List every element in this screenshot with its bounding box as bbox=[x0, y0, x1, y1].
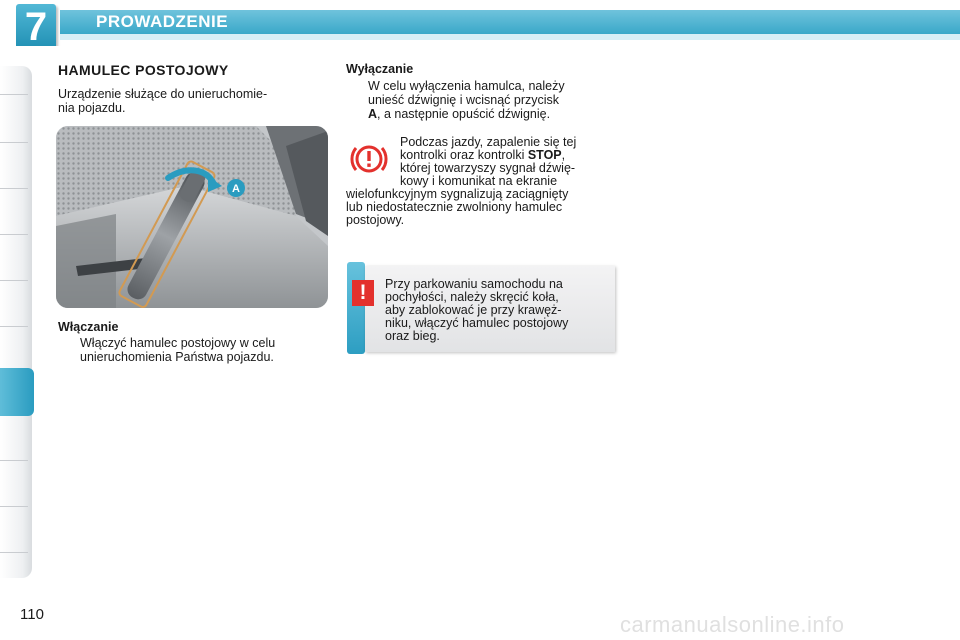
chapter-tab-active[interactable] bbox=[0, 368, 34, 416]
page-number: 110 bbox=[20, 606, 44, 623]
callout-a: A bbox=[232, 183, 240, 195]
note-line: oraz bieg. bbox=[385, 329, 440, 343]
warning-text-full bbox=[346, 188, 616, 227]
warning-line: Podczas jazdy, zapalenie się tej bbox=[400, 135, 577, 149]
warning-line: kowy i komunikat na ekranie bbox=[400, 174, 558, 188]
release-line: W celu wyłączenia hamulca, należy bbox=[368, 79, 565, 93]
brake-warning-icon bbox=[349, 139, 389, 179]
warning-line: której towarzyszy sygnał dźwię- bbox=[400, 161, 576, 175]
exclamation-icon: ! bbox=[352, 280, 374, 306]
engage-line: unieruchomienia Państwa pojazdu. bbox=[80, 350, 274, 364]
chapter-header bbox=[0, 0, 960, 46]
watermark: carmanualsonline.info bbox=[620, 612, 845, 637]
chapter-tab-strip bbox=[0, 66, 32, 578]
intro-line: Urządzenie służące do unieruchomie- bbox=[58, 87, 268, 101]
tab-divider bbox=[0, 506, 28, 507]
stop-label: STOP bbox=[527, 148, 562, 162]
tab-divider bbox=[0, 188, 28, 189]
button-a-ref: A bbox=[368, 107, 378, 121]
release-line: unieść dźwignię i wcisnąć przycisk bbox=[368, 93, 560, 107]
parking-brake-photo bbox=[56, 126, 328, 308]
tab-divider bbox=[0, 326, 28, 327]
tab-divider bbox=[0, 142, 28, 143]
chapter-number-badge: 7 bbox=[16, 4, 56, 46]
section-title: HAMULEC POSTOJOWY bbox=[58, 62, 229, 78]
engage-line: Włączyć hamulec postojowy w celu bbox=[80, 336, 276, 350]
tab-divider bbox=[0, 234, 28, 235]
parking-note-box bbox=[347, 262, 617, 354]
chapter-title: PROWADZENIE bbox=[96, 12, 229, 31]
note-line: aby zablokować je przy krawęż- bbox=[385, 303, 562, 317]
warning-line: kontrolki oraz kontrolki STOP, bbox=[400, 148, 566, 162]
note-text bbox=[385, 278, 613, 343]
engage-heading: Włączanie bbox=[58, 320, 119, 334]
tab-divider bbox=[0, 460, 28, 461]
tab-divider bbox=[0, 552, 28, 553]
warning-text-indented bbox=[400, 136, 616, 188]
note-line: pochyłości, należy skręcić koła, bbox=[385, 290, 559, 304]
note-line: niku, włączyć hamulec postojowy bbox=[385, 316, 569, 330]
engage-bullet bbox=[58, 336, 322, 366]
intro-paragraph bbox=[58, 87, 322, 115]
tab-divider bbox=[0, 94, 28, 95]
warning-line: postojowy. bbox=[346, 213, 405, 227]
release-heading: Wyłączanie bbox=[346, 62, 414, 76]
header-underline bbox=[60, 34, 960, 40]
intro-line: nia pojazdu. bbox=[58, 101, 126, 115]
warning-line: lub niedostatecznie zwolniony hamulec bbox=[346, 200, 563, 214]
parking-brake-illustration bbox=[56, 126, 328, 308]
release-bullet bbox=[346, 79, 616, 123]
note-line: Przy parkowaniu samochodu na bbox=[385, 277, 563, 291]
warning-line: wielofunkcyjnym sygnalizują zaciągnięty bbox=[346, 187, 569, 201]
release-line: A, a następnie opuścić dźwignię. bbox=[368, 107, 551, 121]
note-accent-bar bbox=[347, 262, 365, 354]
tab-divider bbox=[0, 280, 28, 281]
